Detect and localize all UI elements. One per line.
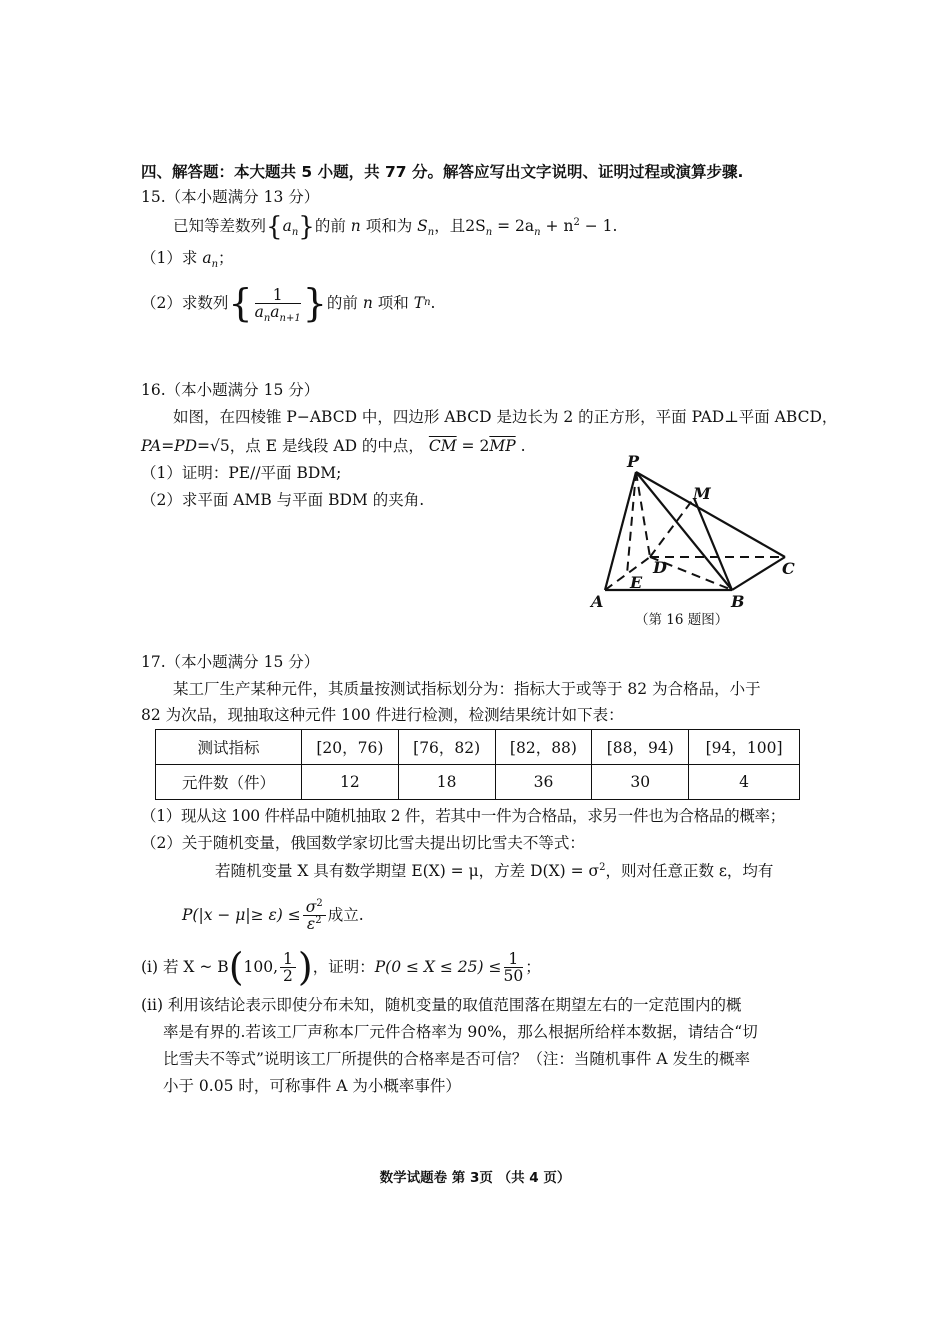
- q15-title: 15.（本小题满分 13 分）: [141, 188, 320, 206]
- label-D: D: [653, 558, 667, 577]
- label-B: B: [731, 592, 745, 611]
- label-C: C: [782, 559, 795, 578]
- table-cell: 12: [302, 765, 399, 800]
- label-E: E: [630, 573, 643, 592]
- table-cell: [82，88): [495, 730, 592, 765]
- table-cell: [76，82): [398, 730, 495, 765]
- q17-chebyshev-statement: 若随机变量 X 具有数学期望 E(X) = μ，方差 $D(X) = \sigma^2$，则对任意正数 ε，均有: [215, 861, 774, 880]
- section-header: 四、解答题：本大题共 5 小题，共 77 分。解答应写出文字说明、证明过程或演算步骤.: [141, 163, 744, 181]
- q16-line1: 如图，在四棱锥 P−ABCD 中，四边形 ABCD 是边长为 2 的正方形，平面 PAD⊥平面 ABCD，: [173, 408, 838, 426]
- table-cell: 30: [592, 765, 689, 800]
- q16-part2: （2）求平面 AMB 与平面 BDM 的夹角.: [141, 491, 425, 509]
- page-footer: 数学试题卷 第 3页 （共 4 页）: [379, 1170, 571, 1186]
- q17-part-ii-line3: 比雪夫不等式”说明该工厂所提供的合格率是否可信？（注：当随机事件 A 发生的概率: [163, 1050, 750, 1068]
- q17-part-i: (i) 若 X ~ B ( 100, $\frac{1}{2}$ ) ，证明： P(0 ≤ X ≤ 25) ≤ $\frac{1}{50}$ ；: [141, 945, 541, 989]
- table-header-row: [156, 730, 800, 765]
- q17-part-ii-line1: (ii) 利用该结论表示即使分布未知，随机变量的取值范围落在期望左右的一定范围内的概: [141, 996, 742, 1014]
- q17-part1: （1）现从这 100 件样品中随机抽取 2 件，若其中一件为合格品，求另一件也为合格品的概率；: [141, 807, 785, 825]
- label-P: P: [627, 452, 640, 471]
- q17-line1: 某工厂生产某种元件，其质量按测试指标划分为：指标大于或等于 82 为合格品，小于: [173, 680, 761, 698]
- q16-pyramid-figure: [580, 450, 800, 630]
- table-row: [156, 765, 800, 800]
- table-cell: 元件数（件）: [156, 765, 302, 800]
- table-cell: 36: [495, 765, 592, 800]
- q16-figure-caption: （第 16 题图）: [635, 612, 729, 628]
- edge-DM: [650, 498, 694, 557]
- table-cell: 4: [689, 765, 800, 800]
- q15-part1: （1）求 $a_n$；: [141, 249, 234, 271]
- q17-part2: （2）关于随机变量，俄国数学家切比雪夫提出切比雪夫不等式：: [141, 834, 585, 852]
- q17-part-ii-line2: 率是有界的.若该工厂声称本厂元件合格率为 90%，那么根据所给样本数据，请结合“切: [163, 1023, 758, 1041]
- q15-part2: （2）求数列 { $\frac{1}{a_na_{n+1}}$ } 的前 n 项和 T n .: [141, 281, 436, 325]
- q16-title: 16.（本小题满分 15 分）: [141, 381, 320, 399]
- table-cell: 18: [398, 765, 495, 800]
- q17-chebyshev-inequality: P(|x − μ|≥ ε) ≤ $\frac{\sigma^2}{\varepsilon^2}$ 成立.: [182, 897, 364, 933]
- q17-part-ii-line4: 小于 0.05 时，可称事件 A 为小概率事件）: [163, 1077, 461, 1095]
- q17-line2: 82 为次品，现抽取这种元件 100 件进行检测，检测结果统计如下表：: [141, 706, 624, 724]
- edge-BC: [732, 557, 785, 590]
- table-cell: [20，76): [302, 730, 399, 765]
- table-cell: 测试指标: [156, 730, 302, 765]
- q17-data-table: [155, 729, 800, 800]
- q16-line2: PA=PD=√5，点 E 是线段 AD 的中点， $\overline{CM} = 2\overline{MP}$ .: [141, 437, 526, 455]
- label-M: M: [693, 484, 711, 503]
- edge-PB: [636, 472, 732, 590]
- edge-PD: [636, 472, 650, 557]
- q16-part1: （1）证明：PE//平面 BDM;: [141, 464, 342, 482]
- table-cell: [94，100]: [689, 730, 800, 765]
- q15-stem: 已知等差数列$\{a_n\}$的前 n 项和为 $S_n$，且$2S_n = 2a_n + n^2 - 1$.: [173, 212, 618, 242]
- q17-title: 17.（本小题满分 15 分）: [141, 653, 320, 671]
- label-A: A: [591, 592, 604, 611]
- table-cell: [88，94): [592, 730, 689, 765]
